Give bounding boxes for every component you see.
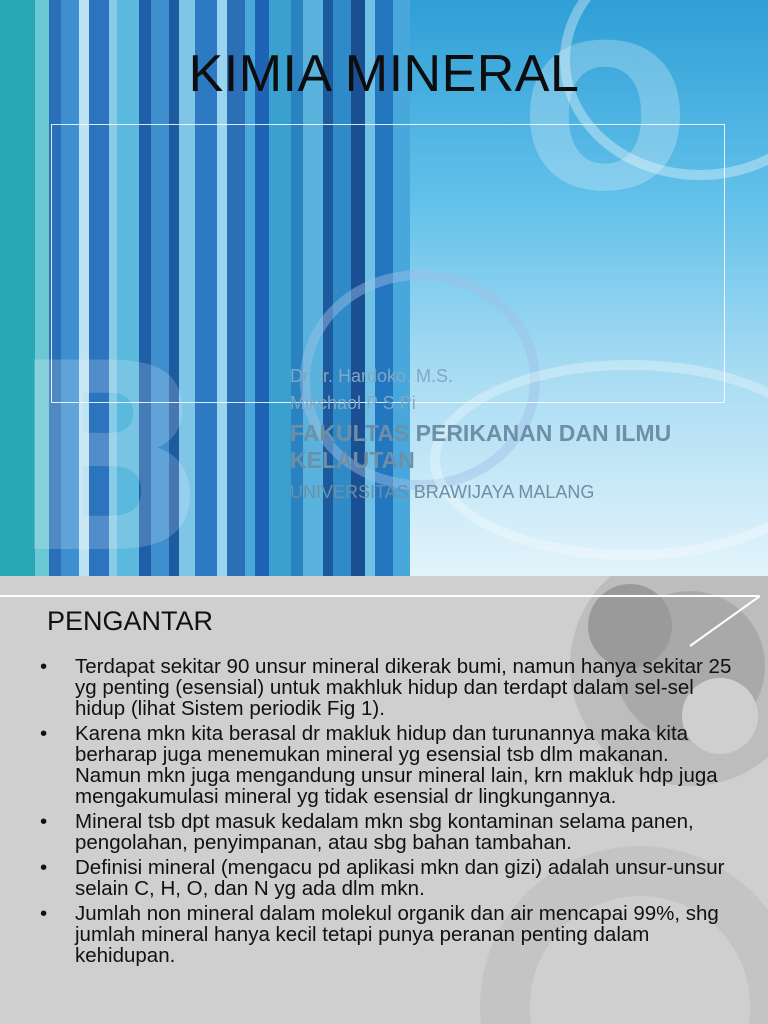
- ghost-letter-b: B: [10, 309, 209, 576]
- title-frame: [51, 124, 725, 403]
- bullet-icon: •: [40, 722, 48, 745]
- bullet-text: Karena mkn kita berasal dr makluk hidup dan turunannya maka kita berharap juga menemukan mineral yg esensial tsb dlm makanan. Namun mkn juga mengandung unsur mineral lain, krn makluk hdp juga mengakumulasi mineral yg tidak esensial dr lingkungannya.: [75, 722, 718, 808]
- list-item: [40, 656, 740, 719]
- list-item: [40, 723, 740, 807]
- ghost-letter-o: O: [520, 3, 691, 236]
- bullet-text: Mineral tsb dpt masuk kedalam mkn sbg kontaminan selama panen, pengolahan, penyimpanan, atau sbg bahan tambahan.: [75, 810, 694, 854]
- bullet-icon: •: [40, 856, 48, 879]
- list-item: [40, 903, 740, 966]
- list-item: [40, 857, 740, 899]
- content-slide: [0, 576, 768, 1024]
- slide-heading: PENGANTAR: [47, 606, 214, 636]
- slide-title: KIMIA MINERAL: [188, 45, 580, 103]
- bullet-icon: •: [40, 902, 48, 925]
- bullet-icon: •: [40, 810, 48, 833]
- faculty-name: FAKULTAS PERIKANAN DAN ILMU KELAUTAN: [290, 420, 672, 473]
- bullet-text: Jumlah non mineral dalam molekul organik dan air mencapai 99%, shg jumlah mineral hanya kecil tetapi punya peranan penting dalam kehidupan.: [75, 902, 719, 967]
- bullet-text: Definisi mineral (mengacu pd aplikasi mkn dan gizi) adalah unsur-unsur selain C, H, O, dan N yg ada dlm mkn.: [75, 856, 725, 900]
- university-name: UNIVERSITAS BRAWIJAYA MALANG: [290, 482, 595, 502]
- bullet-list: [40, 656, 740, 970]
- bullet-text: Terdapat sekitar 90 unsur mineral dikerak bumi, namun hanya sekitar 25 yg penting (esensial) untuk makhluk hidup dan terdapt dalam sel-sel hidup (lihat Sistem periodik Fig 1).: [75, 655, 732, 720]
- author-name-2: Mikchaol P S.Pi: [290, 393, 416, 413]
- bullet-icon: •: [40, 655, 48, 678]
- author-name-1: Dr. Ir. Hardoko. M.S.: [290, 366, 454, 386]
- list-item: [40, 811, 740, 853]
